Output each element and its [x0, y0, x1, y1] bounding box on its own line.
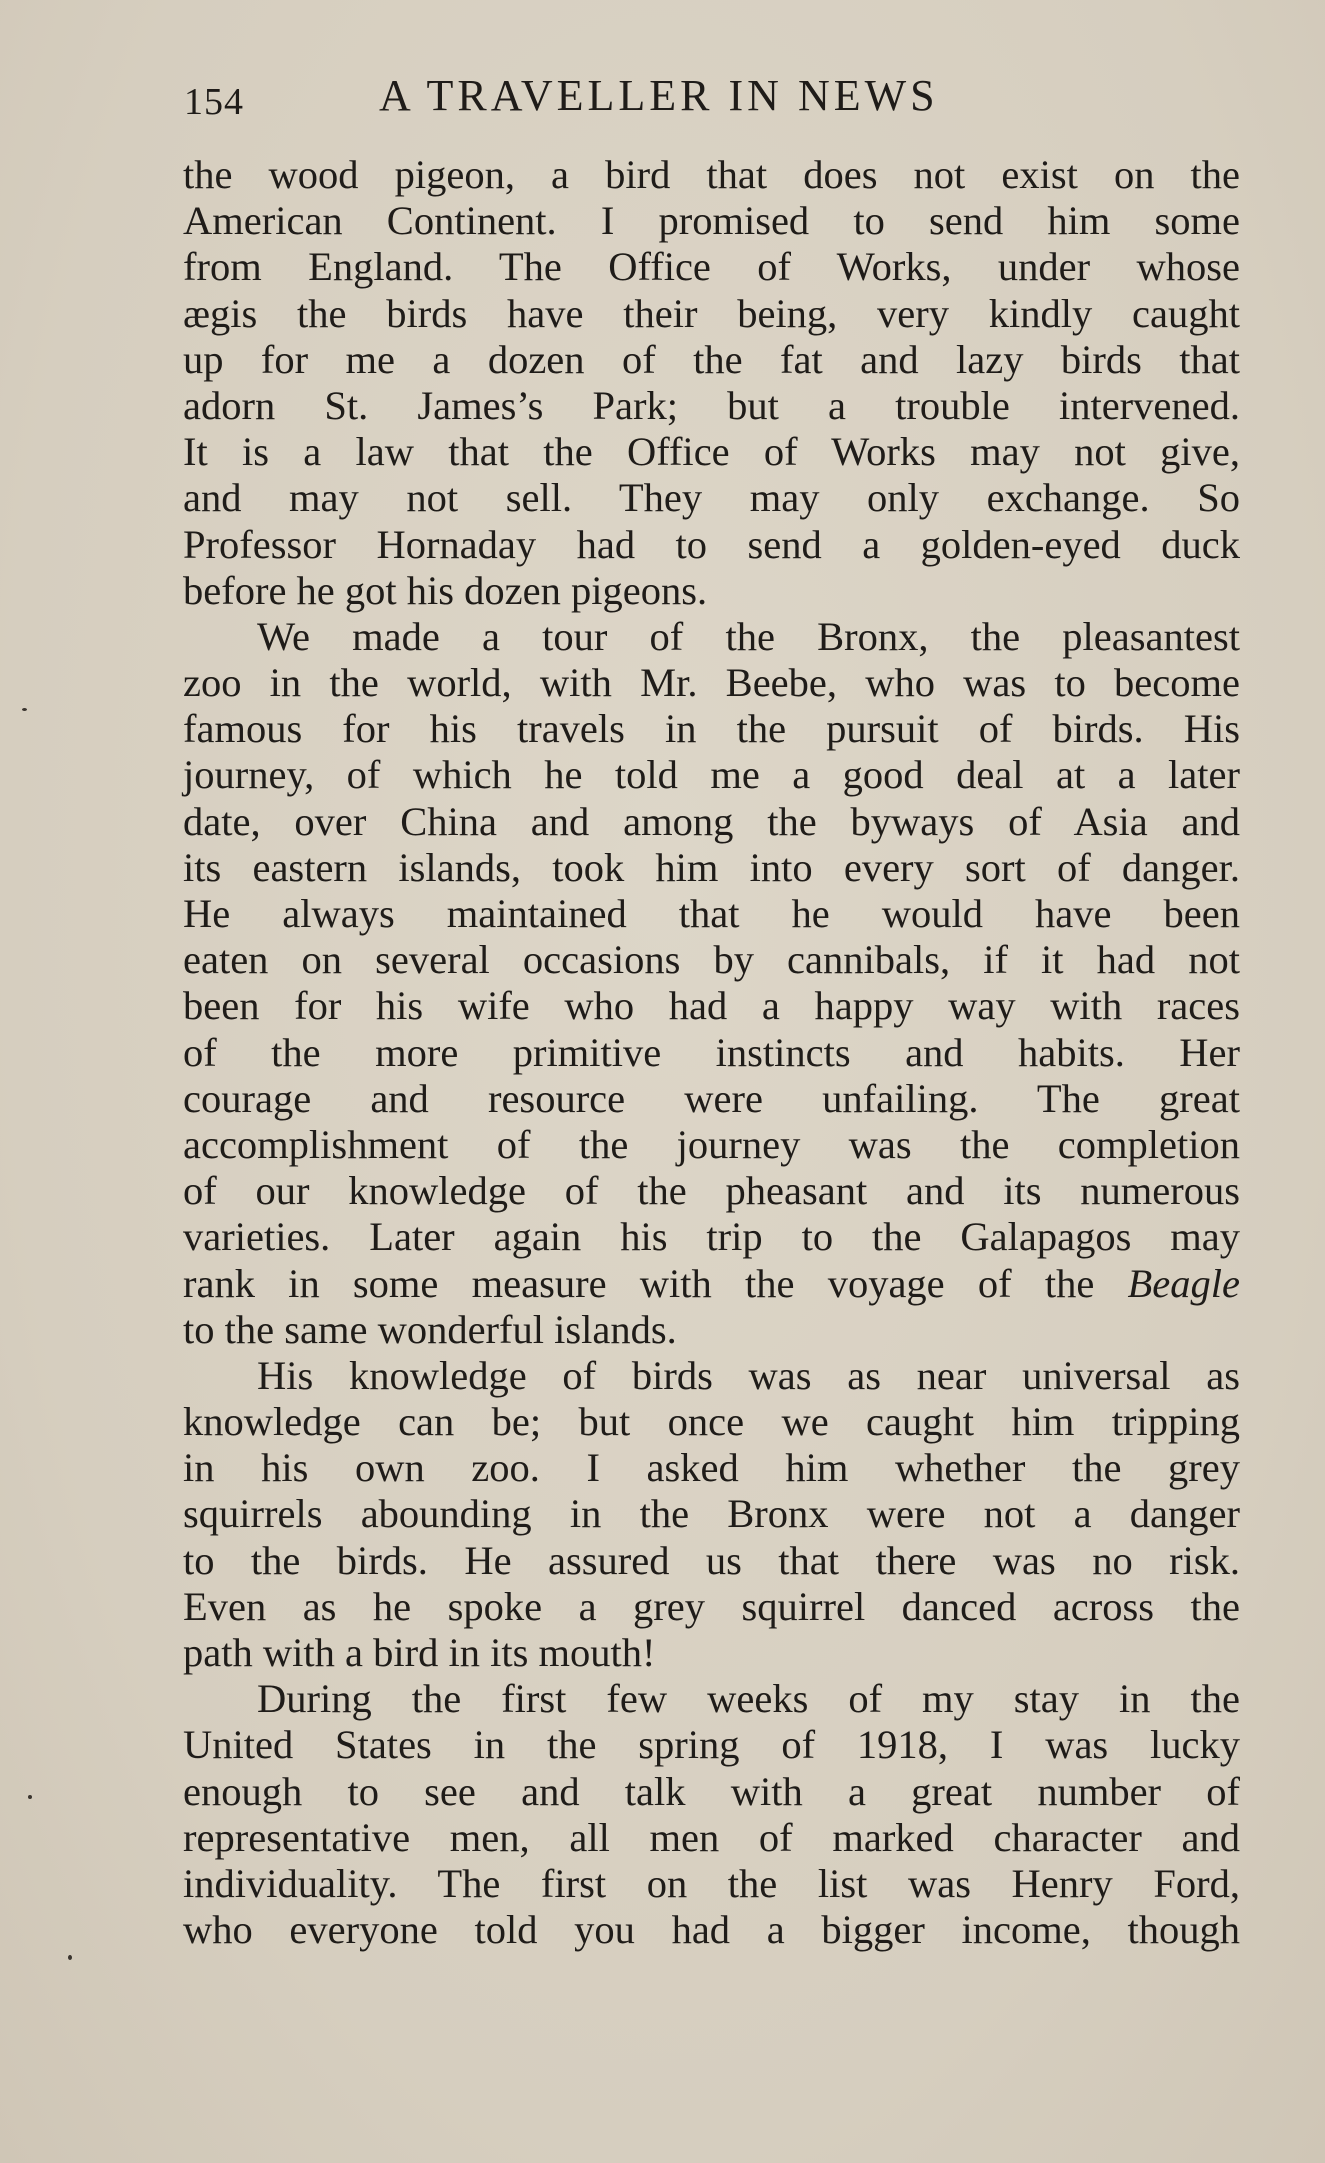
- text-line: accomplishment of the journey was the completion: [183, 1121, 1240, 1167]
- text-line: before he got his dozen pigeons.: [183, 567, 708, 613]
- text-line: United States in the spring of 1918, I was lucky: [183, 1722, 1240, 1768]
- text-line: courage and resource were unfailing. The great: [183, 1075, 1240, 1121]
- text-line: Professor Hornaday had to send a golden-eyed duck: [183, 521, 1240, 567]
- text-line: in his own zoo. I asked him whether the grey: [183, 1445, 1240, 1491]
- text-line: path with a bird in its mouth!: [183, 1630, 656, 1675]
- text-line: knowledge can be; but once we caught him tripping: [183, 1399, 1240, 1445]
- text-line: its eastern islands, took him into every sort of danger.: [183, 844, 1240, 890]
- paper-speck: [68, 1955, 72, 1960]
- text-line: He always maintained that he would have been: [183, 891, 1240, 936]
- page-number: 154: [184, 81, 244, 123]
- paragraph-start-line: During the first few weeks of my stay in the: [257, 1676, 1240, 1722]
- paper-speck: [22, 708, 27, 711]
- text-line: famous for his travels in the pursuit of birds. His: [183, 706, 1240, 752]
- text-line: eaten on several occasions by cannibals, if it had not: [183, 937, 1240, 983]
- text-line: been for his wife who had a happy way with races: [183, 983, 1240, 1029]
- paragraph-start-line: We made a tour of the Bronx, the pleasantest: [257, 613, 1240, 659]
- text-line: zoo in the world, with Mr. Beebe, who was to become: [183, 660, 1240, 706]
- text-line-segment: rank in some measure with the voyage of the: [183, 1260, 1128, 1306]
- text-line: of the more primitive instincts and habits. Her: [183, 1029, 1240, 1075]
- text-line: enough to see and talk with a great number of: [183, 1768, 1240, 1814]
- text-line: squirrels abounding in the Bronx were not a danger: [183, 1491, 1240, 1537]
- text-line: to the same wonderful islands.: [183, 1306, 677, 1352]
- body-text: [183, 152, 1240, 1953]
- text-line: the wood pigeon, a bird that does not exist on the: [183, 152, 1240, 197]
- text-line: from England. The Office of Works, under whose: [183, 244, 1240, 290]
- text-line: of our knowledge of the pheasant and its numerous: [183, 1168, 1240, 1214]
- paragraph-start-line: His knowledge of birds was as near universal as: [257, 1352, 1240, 1398]
- running-head: [184, 70, 1054, 130]
- text-line: American Continent. I promised to send him some: [183, 198, 1240, 244]
- text-line: individuality. The first on the list was Henry Ford,: [183, 1860, 1240, 1906]
- paper-speck: [28, 1795, 32, 1799]
- text-line: representative men, all men of marked character and: [183, 1814, 1240, 1860]
- italic-ship-name: Beagle: [1127, 1260, 1240, 1306]
- text-line: and may not sell. They may only exchange. So: [183, 475, 1240, 521]
- text-line: who everyone told you had a bigger income, though: [183, 1907, 1240, 1953]
- text-line: journey, of which he told me a good deal at a later: [183, 752, 1240, 798]
- text-line: ægis the birds have their being, very kindly caught: [183, 290, 1240, 336]
- running-title: A TRAVELLER IN NEWS: [379, 71, 939, 120]
- text-line: [183, 1261, 1240, 1307]
- text-line: varieties. Later again his trip to the Galapagos may: [183, 1214, 1240, 1260]
- text-line: Even as he spoke a grey squirrel danced across the: [183, 1583, 1240, 1629]
- text-line: It is a law that the Office of Works may not give,: [183, 429, 1240, 475]
- text-line: date, over China and among the byways of Asia and: [183, 798, 1240, 844]
- text-line: adorn St. James’s Park; but a trouble intervened.: [183, 382, 1240, 428]
- text-line: to the birds. He assured us that there was no risk.: [183, 1537, 1240, 1583]
- text-line: up for me a dozen of the fat and lazy birds that: [183, 336, 1240, 382]
